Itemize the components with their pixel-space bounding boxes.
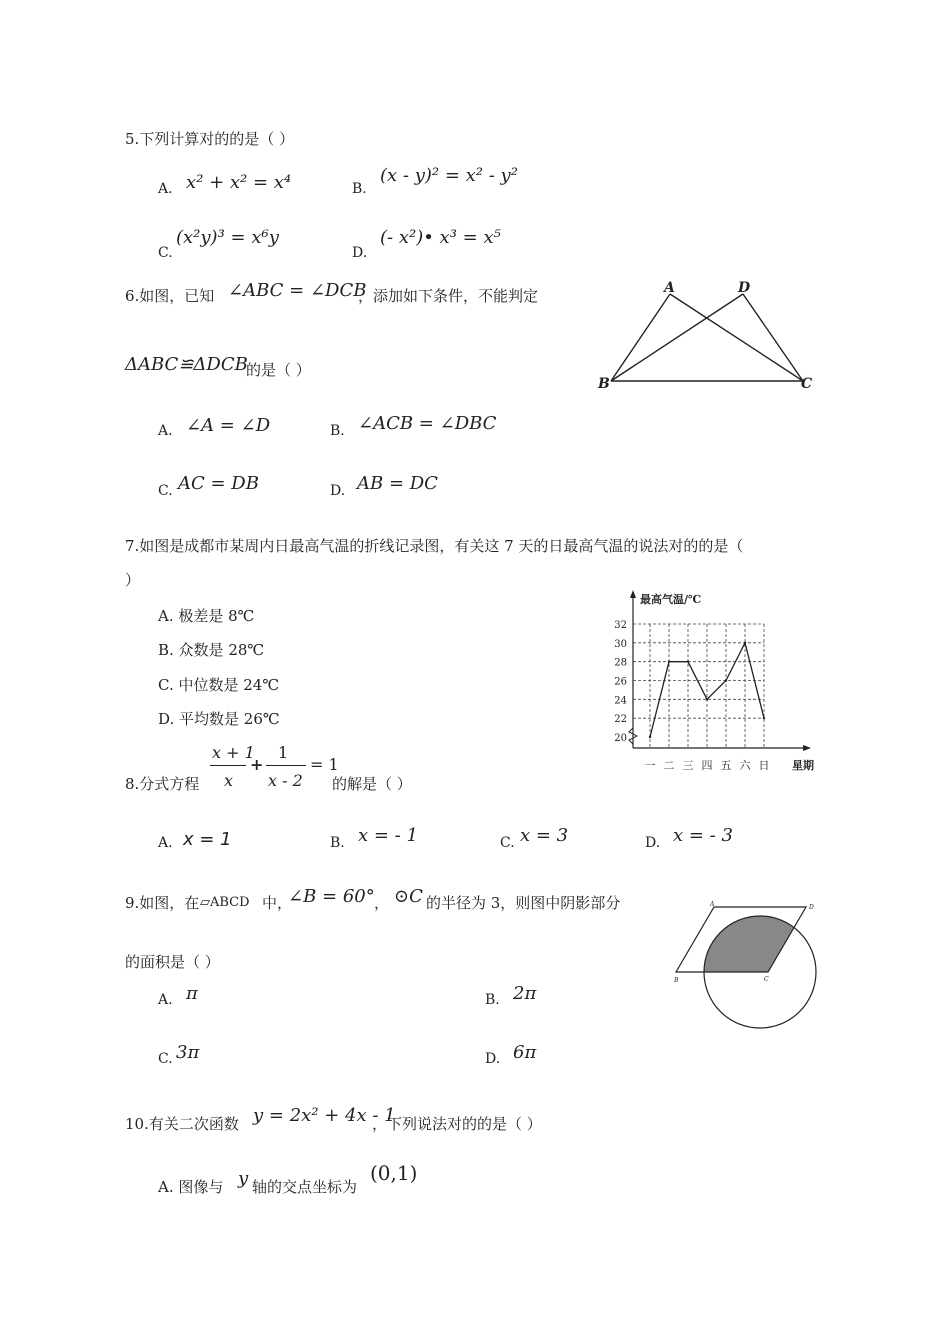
q9-angle-math: ∠B = 60° <box>288 886 375 907</box>
q10-option-a-math-point: (0,1) <box>370 1161 418 1185</box>
chart-y-tick-label: 22 <box>614 714 627 726</box>
q8-frac2-numerator: 1 <box>278 743 289 762</box>
q9-option-d-math: 6π <box>513 1042 537 1063</box>
chart-y-tick-label: 24 <box>614 695 627 707</box>
q9-stem-c: ， <box>374 894 390 912</box>
chart-data-point <box>706 698 708 700</box>
chart-y-tick-label: 30 <box>614 638 627 650</box>
chart-data-point <box>744 642 746 644</box>
q7-option-d: D. 平均数是 26℃ <box>158 710 280 728</box>
q5-option-c-math: (x²y)³ = x⁶y <box>176 227 279 248</box>
q8-plus: + <box>250 755 264 774</box>
q9-stem-a: 9.如图，在 <box>125 894 200 912</box>
q9-option-a-label: A. <box>158 992 173 1008</box>
q5-option-d-math: (- x²)• x³ = x⁵ <box>380 227 501 248</box>
q9-figure-label-c: C <box>764 976 769 983</box>
q9-stem-line2: 的面积是（ ） <box>125 953 220 971</box>
q6-option-c-math: AC = DB <box>178 473 259 494</box>
q8-frac2-denominator: x - 2 <box>268 771 303 790</box>
q6-option-b-math: ∠ACB = ∠DBC <box>358 413 497 434</box>
q6-stem-math: ∠ABC = ∠DCB <box>228 280 367 301</box>
q8-option-c-label: C. <box>500 835 515 851</box>
q7-option-a: A. 极差是 8℃ <box>158 607 255 625</box>
q6-congruence-math: ΔABC≌ΔDCB <box>125 354 248 375</box>
chart-x-tick-label: 六 <box>739 759 751 772</box>
q6-option-d-label: D. <box>330 483 346 499</box>
q6-option-a-math: ∠A = ∠D <box>186 415 271 436</box>
chart-x-tick-label: 四 <box>701 759 713 772</box>
chart-y-tick-label: 32 <box>614 620 627 631</box>
q8-option-c-math: x = 3 <box>520 825 569 846</box>
chart-y-axis-label: 最高气温/℃ <box>640 593 702 606</box>
q6-figure-label-b: B <box>598 376 610 392</box>
q9-option-c-math: 3π <box>176 1042 200 1063</box>
q5-stem: 5.下列计算对的的是（ ） <box>125 130 295 148</box>
q8-stem-prefix: 8.分式方程 <box>125 775 200 793</box>
q9-option-b-label: B. <box>485 992 500 1008</box>
q6-stem-suffix: ，添加如下条件，不能判定 <box>358 287 539 305</box>
q6-option-d-math: AB = DC <box>357 473 438 494</box>
q5-option-d-label: D. <box>352 245 368 261</box>
q8-stem-suffix: 的解是（ ） <box>332 775 412 793</box>
chart-x-axis-label: 星期 <box>792 759 814 772</box>
q9-parallelogram-circle-figure <box>670 900 830 1035</box>
q7-option-c: C. 中位数是 24℃ <box>158 676 280 694</box>
q7-stem: 7.如图是成都市某周内日最高气温的折线记录图，有关这 7 天的日最高气温的说法对的的是（ <box>125 537 744 555</box>
q8-option-d-math: x = - 3 <box>673 825 733 846</box>
q10-option-a-mid: 轴的交点坐标为 <box>252 1178 358 1196</box>
q5-option-b-label: B. <box>352 181 367 197</box>
chart-data-point <box>725 679 727 681</box>
chart-data-point <box>668 660 670 662</box>
q10-stem-suffix: ，下列说法对的的是（ ） <box>372 1115 542 1133</box>
q8-frac2-bar <box>266 765 306 766</box>
chart-y-tick-label: 26 <box>614 676 627 688</box>
chart-x-tick-label: 一 <box>644 759 656 772</box>
q9-option-c-label: C. <box>158 1051 173 1067</box>
q9-option-b-math: 2π <box>513 983 537 1004</box>
q9-option-a-math: π <box>186 983 198 1004</box>
q5-option-c-label: C. <box>158 245 173 261</box>
q6-option-c-label: C. <box>158 483 173 499</box>
q5-option-a-label: A. <box>158 181 173 197</box>
q8-option-d-label: D. <box>645 835 661 851</box>
q6-stem-prefix: 6.如图，已知 <box>125 287 215 305</box>
chart-x-tick-label: 五 <box>720 759 732 772</box>
q5-option-a-math: x² + x² = x⁴ <box>186 172 292 193</box>
q8-option-a-math: x = 1 <box>183 829 232 850</box>
q9-option-d-label: D. <box>485 1051 501 1067</box>
q8-option-b-label: B. <box>330 835 345 851</box>
q10-option-a-label: A. 图像与 <box>158 1178 224 1196</box>
q9-figure-label-a: A <box>710 901 715 908</box>
q8-equals: = 1 <box>310 755 339 774</box>
q5-option-b-math: (x - y)² = x² - y² <box>380 165 518 186</box>
q6-figure-label-c: C <box>801 376 813 392</box>
q9-figure-label-d: D <box>809 904 814 911</box>
chart-x-tick-label: 二 <box>663 759 675 772</box>
q6-triangle-figure <box>598 280 820 392</box>
q10-option-a-math-y: y <box>238 1168 249 1189</box>
temperature-line-chart <box>600 588 822 774</box>
q9-stem-parallelogram: ▱ABCD <box>200 895 250 910</box>
q10-function-math: y = 2x² + 4x - 1 <box>253 1105 396 1126</box>
q6-option-b-label: B. <box>330 423 345 439</box>
q8-option-b-math: x = - 1 <box>358 825 418 846</box>
q6-option-a-label: A. <box>158 423 173 439</box>
q8-frac1-bar <box>210 765 246 766</box>
chart-x-tick-label: 日 <box>758 759 770 772</box>
q9-figure-label-b: B <box>674 977 679 984</box>
q9-stem-b: 中， <box>262 894 293 912</box>
q9-stem-d: 的半径为 3，则图中阴影部分 <box>426 894 621 912</box>
q7-stem-cont: ） <box>125 571 141 589</box>
q8-frac1-denominator: x <box>224 771 234 790</box>
q7-option-b: B. 众数是 28℃ <box>158 641 265 659</box>
chart-y-tick-label: 28 <box>614 657 627 669</box>
q8-frac1-numerator: x + 1 <box>212 743 255 762</box>
chart-x-tick-label: 三 <box>682 759 694 772</box>
q6-figure-label-d: D <box>738 280 751 296</box>
chart-data-point <box>687 660 689 662</box>
q10-stem-prefix: 10.有关二次函数 <box>125 1115 239 1133</box>
chart-data-point <box>649 736 651 738</box>
q9-circle-math: ⊙C <box>394 886 423 907</box>
q8-option-a-label: A. <box>158 835 173 851</box>
q6-line2-suffix: 的是（ ） <box>246 361 311 379</box>
q6-figure-label-a: A <box>664 280 675 296</box>
chart-y-tick-label: 20 <box>614 733 627 744</box>
chart-data-point <box>763 717 765 719</box>
